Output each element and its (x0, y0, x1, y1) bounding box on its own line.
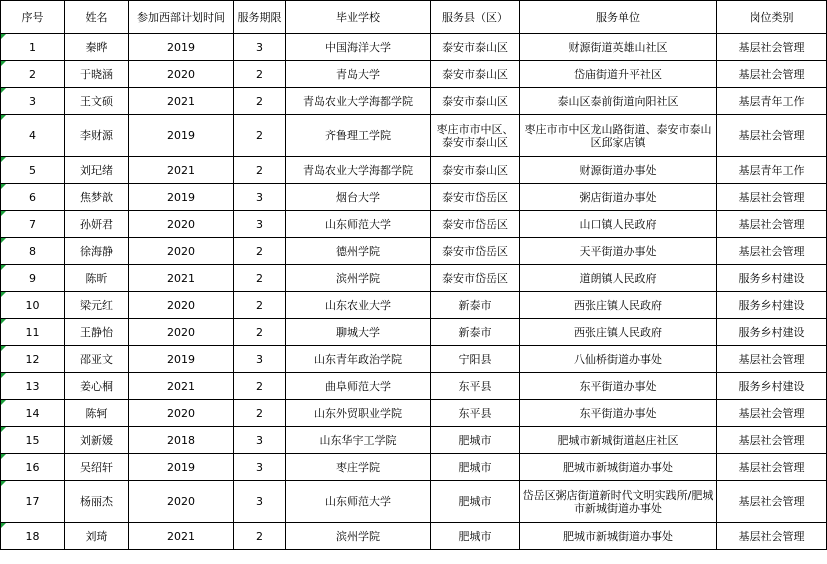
table-row (1, 454, 827, 481)
cell-unit[interactable]: 东平街道办事处 (520, 400, 717, 427)
cell-join-year[interactable]: 2020 (129, 292, 234, 319)
table-row (1, 346, 827, 373)
header-name[interactable]: 姓名 (65, 1, 129, 34)
cell-county[interactable]: 泰安市岱岳区 (431, 238, 520, 265)
cell-unit[interactable]: 肥城市新城街道办事处 (520, 454, 717, 481)
cell-unit[interactable]: 山口镇人民政府 (520, 211, 717, 238)
table-row (1, 211, 827, 238)
cell-join-year[interactable]: 2020 (129, 319, 234, 346)
cell-index[interactable]: 13 (1, 373, 65, 400)
cell-position[interactable]: 基层社会管理 (717, 400, 827, 427)
cell-service-term[interactable]: 3 (234, 346, 286, 373)
cell-name[interactable]: 李财源 (65, 115, 129, 157)
cell-service-term[interactable]: 2 (234, 400, 286, 427)
header-county[interactable]: 服务县（区） (431, 1, 520, 34)
cell-county[interactable]: 肥城市 (431, 481, 520, 523)
cell-school[interactable]: 山东青年政治学院 (286, 346, 431, 373)
cell-name[interactable]: 刘玘绪 (65, 157, 129, 184)
cell-join-year[interactable]: 2019 (129, 454, 234, 481)
cell-join-year[interactable]: 2021 (129, 157, 234, 184)
cell-index[interactable]: 8 (1, 238, 65, 265)
cell-service-term[interactable]: 2 (234, 319, 286, 346)
cell-unit[interactable]: 岱岳区粥店街道新时代文明实践所/肥城市新城街道办事处 (520, 481, 717, 523)
cell-unit[interactable]: 肥城市新城街道赵庄社区 (520, 427, 717, 454)
cell-index[interactable]: 5 (1, 157, 65, 184)
cell-county[interactable]: 东平县 (431, 400, 520, 427)
cell-index[interactable]: 6 (1, 184, 65, 211)
cell-position[interactable]: 服务乡村建设 (717, 292, 827, 319)
cell-join-year[interactable]: 2020 (129, 400, 234, 427)
cell-service-term[interactable]: 2 (234, 157, 286, 184)
cell-name[interactable]: 陈昕 (65, 265, 129, 292)
cell-school[interactable]: 中国海洋大学 (286, 34, 431, 61)
table-row (1, 115, 827, 157)
cell-service-term[interactable]: 3 (234, 184, 286, 211)
cell-position[interactable]: 基层社会管理 (717, 211, 827, 238)
cell-service-term[interactable]: 2 (234, 523, 286, 550)
cell-join-year[interactable]: 2019 (129, 184, 234, 211)
cell-join-year[interactable]: 2020 (129, 238, 234, 265)
cell-school[interactable]: 山东华宇工学院 (286, 427, 431, 454)
cell-county[interactable]: 泰安市泰山区 (431, 34, 520, 61)
cell-county[interactable]: 泰安市岱岳区 (431, 184, 520, 211)
cell-service-term[interactable]: 2 (234, 238, 286, 265)
cell-index[interactable]: 1 (1, 34, 65, 61)
cell-position[interactable]: 基层社会管理 (717, 454, 827, 481)
cell-county[interactable]: 泰安市岱岳区 (431, 265, 520, 292)
cell-join-year[interactable]: 2019 (129, 115, 234, 157)
cell-join-year[interactable]: 2018 (129, 427, 234, 454)
cell-position[interactable]: 基层社会管理 (717, 34, 827, 61)
cell-county[interactable]: 泰安市泰山区 (431, 88, 520, 115)
cell-join-year[interactable]: 2021 (129, 265, 234, 292)
cell-join-year[interactable]: 2019 (129, 346, 234, 373)
cell-school[interactable]: 枣庄学院 (286, 454, 431, 481)
cell-position[interactable]: 服务乡村建设 (717, 265, 827, 292)
cell-join-year[interactable]: 2020 (129, 61, 234, 88)
cell-name[interactable]: 王静怡 (65, 319, 129, 346)
table-row (1, 523, 827, 550)
cell-county[interactable]: 肥城市 (431, 427, 520, 454)
cell-unit[interactable]: 肥城市新城街道办事处 (520, 523, 717, 550)
cell-index[interactable]: 4 (1, 115, 65, 157)
cell-school[interactable]: 滨州学院 (286, 523, 431, 550)
cell-name[interactable]: 邵亚文 (65, 346, 129, 373)
cell-school[interactable]: 齐鲁理工学院 (286, 115, 431, 157)
cell-name[interactable]: 王文硕 (65, 88, 129, 115)
table-row (1, 427, 827, 454)
cell-name[interactable]: 刘琦 (65, 523, 129, 550)
header-school[interactable]: 毕业学校 (286, 1, 431, 34)
cell-service-term[interactable]: 2 (234, 265, 286, 292)
cell-county[interactable]: 新泰市 (431, 319, 520, 346)
table-row (1, 400, 827, 427)
cell-school[interactable]: 烟台大学 (286, 184, 431, 211)
cell-index[interactable]: 15 (1, 427, 65, 454)
cell-unit[interactable]: 西张庄镇人民政府 (520, 319, 717, 346)
cell-position[interactable]: 基层社会管理 (717, 346, 827, 373)
cell-name[interactable]: 杨丽杰 (65, 481, 129, 523)
cell-join-year[interactable]: 2021 (129, 523, 234, 550)
cell-name[interactable]: 焦梦歆 (65, 184, 129, 211)
cell-school[interactable]: 滨州学院 (286, 265, 431, 292)
cell-service-term[interactable]: 3 (234, 211, 286, 238)
table-row (1, 238, 827, 265)
cell-position[interactable]: 基层社会管理 (717, 184, 827, 211)
cell-service-term[interactable]: 3 (234, 454, 286, 481)
cell-name[interactable]: 于晓涵 (65, 61, 129, 88)
cell-county[interactable]: 东平县 (431, 373, 520, 400)
cell-position[interactable]: 服务乡村建设 (717, 319, 827, 346)
cell-index[interactable]: 3 (1, 88, 65, 115)
cell-school[interactable]: 聊城大学 (286, 319, 431, 346)
cell-index[interactable]: 10 (1, 292, 65, 319)
cell-position[interactable]: 基层社会管理 (717, 427, 827, 454)
cell-county[interactable]: 泰安市岱岳区 (431, 211, 520, 238)
cell-county[interactable]: 宁阳县 (431, 346, 520, 373)
cell-index[interactable]: 14 (1, 400, 65, 427)
cell-name[interactable]: 秦晔 (65, 34, 129, 61)
table-row (1, 34, 827, 61)
cell-unit[interactable]: 财源街道英雄山社区 (520, 34, 717, 61)
cell-unit[interactable]: 枣庄市市中区龙山路街道、泰安市泰山区邱家店镇 (520, 115, 717, 157)
cell-index[interactable]: 11 (1, 319, 65, 346)
cell-position[interactable]: 基层社会管理 (717, 481, 827, 523)
cell-index[interactable]: 2 (1, 61, 65, 88)
cell-index[interactable]: 7 (1, 211, 65, 238)
header-position[interactable]: 岗位类别 (717, 1, 827, 34)
cell-service-term[interactable]: 3 (234, 481, 286, 523)
cell-position[interactable]: 基层社会管理 (717, 238, 827, 265)
header-unit[interactable]: 服务单位 (520, 1, 717, 34)
cell-join-year[interactable]: 2021 (129, 88, 234, 115)
cell-county[interactable]: 新泰市 (431, 292, 520, 319)
cell-unit[interactable]: 东平街道办事处 (520, 373, 717, 400)
cell-join-year[interactable]: 2020 (129, 211, 234, 238)
cell-position[interactable]: 基层社会管理 (717, 115, 827, 157)
cell-county[interactable]: 泰安市泰山区 (431, 157, 520, 184)
cell-index[interactable]: 9 (1, 265, 65, 292)
cell-index[interactable]: 18 (1, 523, 65, 550)
cell-service-term[interactable]: 2 (234, 115, 286, 157)
cell-name[interactable]: 姜心桐 (65, 373, 129, 400)
cell-school[interactable]: 山东农业大学 (286, 292, 431, 319)
header-index[interactable]: 序号 (1, 1, 65, 34)
cell-position[interactable]: 基层青年工作 (717, 157, 827, 184)
cell-county[interactable]: 肥城市 (431, 454, 520, 481)
cell-school[interactable]: 青岛农业大学海都学院 (286, 88, 431, 115)
cell-unit[interactable]: 粥店街道办事处 (520, 184, 717, 211)
header-join-year[interactable]: 参加西部计划时间 (129, 1, 234, 34)
cell-school[interactable]: 山东师范大学 (286, 481, 431, 523)
table-row (1, 265, 827, 292)
cell-service-term[interactable]: 2 (234, 88, 286, 115)
table-row (1, 292, 827, 319)
cell-school[interactable]: 曲阜师范大学 (286, 373, 431, 400)
table-row (1, 88, 827, 115)
cell-service-term[interactable]: 2 (234, 292, 286, 319)
cell-index[interactable]: 12 (1, 346, 65, 373)
cell-service-term[interactable]: 2 (234, 61, 286, 88)
cell-county[interactable]: 枣庄市市中区、泰安市泰山区 (431, 115, 520, 157)
cell-name[interactable]: 梁元红 (65, 292, 129, 319)
cell-unit[interactable]: 泰山区泰前街道向阳社区 (520, 88, 717, 115)
cell-county[interactable]: 泰安市泰山区 (431, 61, 520, 88)
cell-position[interactable]: 服务乡村建设 (717, 373, 827, 400)
cell-school[interactable]: 青岛农业大学海都学院 (286, 157, 431, 184)
cell-name[interactable]: 徐海静 (65, 238, 129, 265)
cell-school[interactable]: 德州学院 (286, 238, 431, 265)
cell-position[interactable]: 基层青年工作 (717, 88, 827, 115)
cell-service-term[interactable]: 2 (234, 373, 286, 400)
table-row (1, 481, 827, 523)
cell-school[interactable]: 山东外贸职业学院 (286, 400, 431, 427)
header-row (1, 1, 827, 34)
table-row (1, 319, 827, 346)
cell-index[interactable]: 17 (1, 481, 65, 523)
table-row (1, 61, 827, 88)
cell-unit[interactable]: 财源街道办事处 (520, 157, 717, 184)
cell-service-term[interactable]: 3 (234, 34, 286, 61)
cell-name[interactable]: 吴绍轩 (65, 454, 129, 481)
cell-index[interactable]: 16 (1, 454, 65, 481)
cell-unit[interactable]: 岱庙街道升平社区 (520, 61, 717, 88)
cell-position[interactable]: 基层社会管理 (717, 523, 827, 550)
table-row (1, 157, 827, 184)
cell-join-year[interactable]: 2021 (129, 373, 234, 400)
table-row (1, 373, 827, 400)
cell-name[interactable]: 陈轲 (65, 400, 129, 427)
cell-school[interactable]: 山东师范大学 (286, 211, 431, 238)
cell-join-year[interactable]: 2019 (129, 34, 234, 61)
cell-name[interactable]: 刘新媛 (65, 427, 129, 454)
cell-name[interactable]: 孙妍君 (65, 211, 129, 238)
header-service-term[interactable]: 服务期限 (234, 1, 286, 34)
cell-position[interactable]: 基层社会管理 (717, 61, 827, 88)
cell-unit[interactable]: 八仙桥街道办事处 (520, 346, 717, 373)
table-row (1, 184, 827, 211)
cell-school[interactable]: 青岛大学 (286, 61, 431, 88)
cell-county[interactable]: 肥城市 (431, 523, 520, 550)
cell-unit[interactable]: 天平街道办事处 (520, 238, 717, 265)
cell-service-term[interactable]: 3 (234, 427, 286, 454)
cell-unit[interactable]: 西张庄镇人民政府 (520, 292, 717, 319)
cell-unit[interactable]: 道朗镇人民政府 (520, 265, 717, 292)
cell-join-year[interactable]: 2020 (129, 481, 234, 523)
